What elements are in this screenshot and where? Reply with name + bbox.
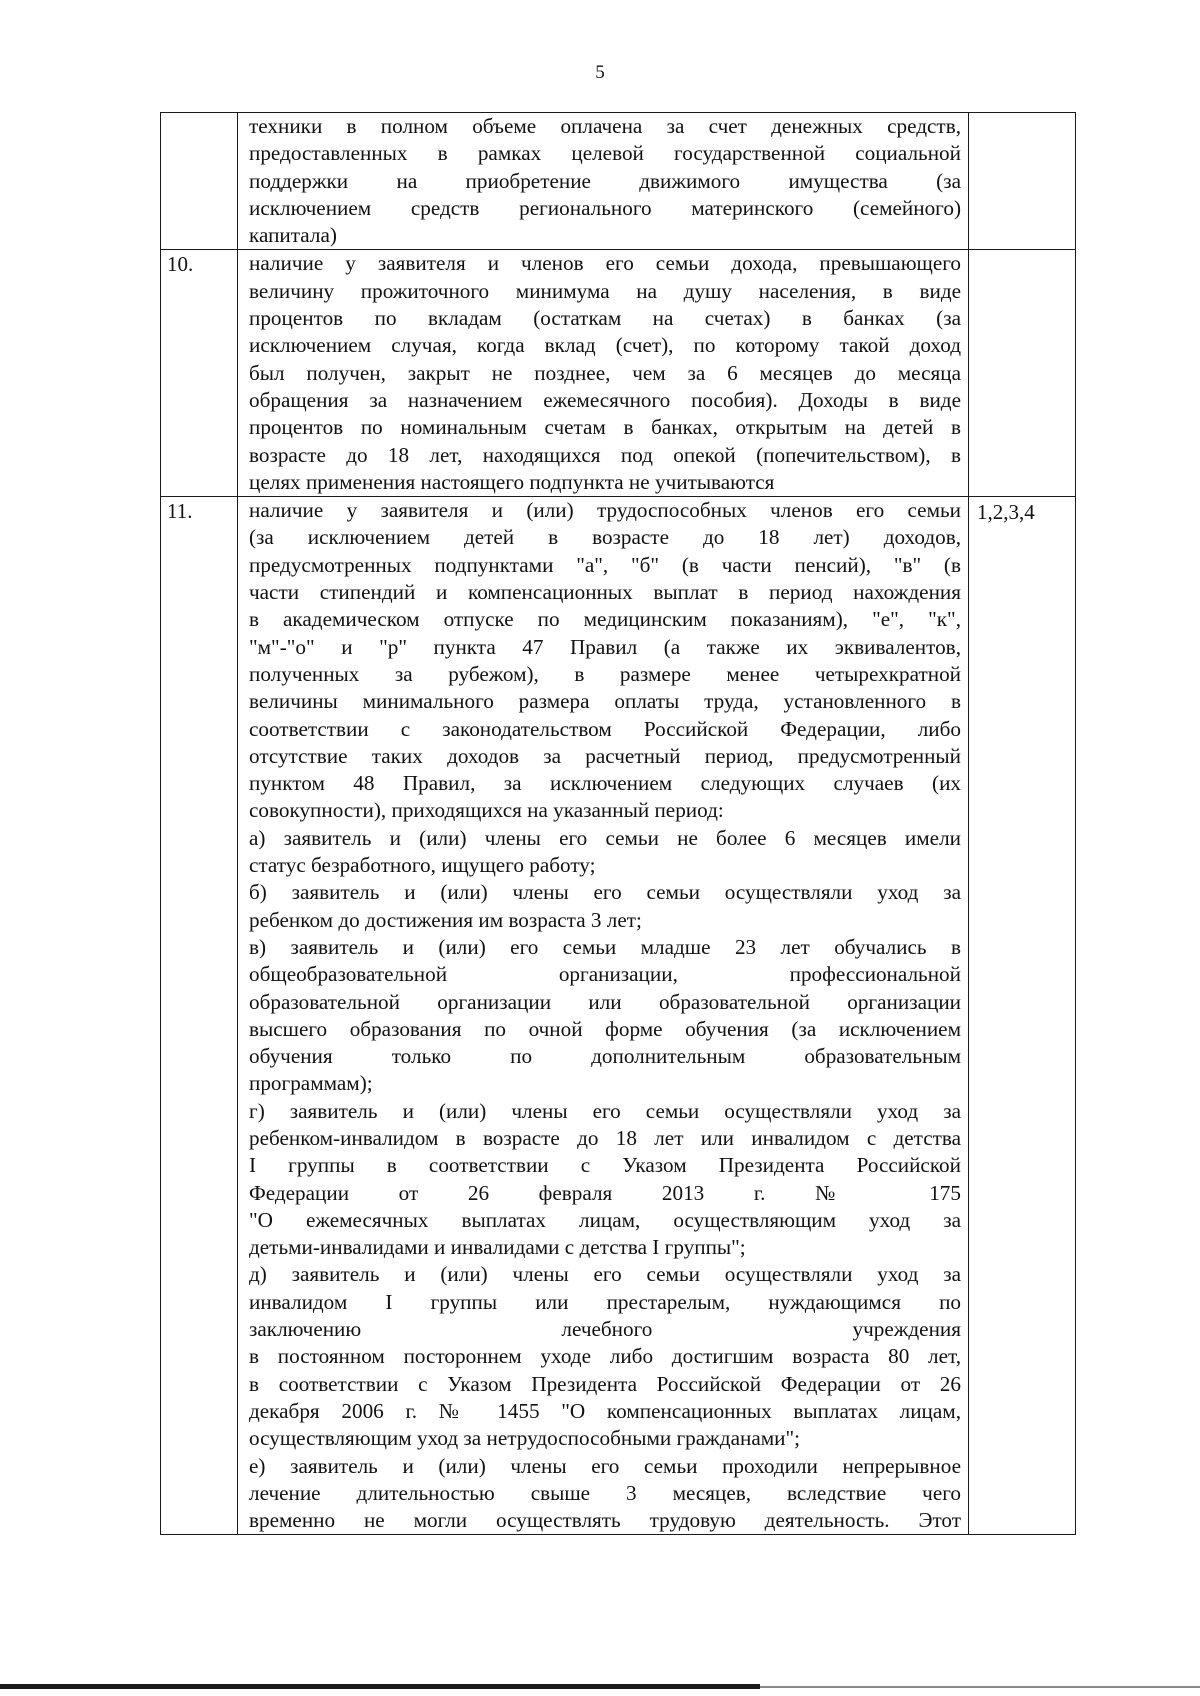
text-line: исключением средств регионального материнского (семейного): [249, 195, 961, 220]
row-text-cell: [238, 113, 969, 250]
text-line: б) заявитель и (или) члены его семьи осуществляли уход за: [249, 880, 961, 905]
row-number-cell: 10.: [161, 250, 238, 497]
text-line: общеобразовательной организации, профессиональной: [249, 962, 961, 987]
text-line: поддержки на приобретение движимого имущества (за: [249, 168, 961, 193]
text-line: "О ежемесячных выплатах лицам, осуществляющим уход за: [249, 1207, 961, 1232]
text-line: временно не могли осуществлять трудовую деятельность. Этот: [249, 1508, 961, 1533]
text-line: наличие у заявителя и членов его семьи дохода, превышающего: [249, 251, 961, 276]
row-number-cell: [161, 113, 238, 250]
text-line: инвалидом I группы или престарелым, нуждающимся по: [249, 1289, 961, 1314]
text-line: исключением случая, когда вклад (счет), по которому такой доход: [249, 333, 961, 358]
bottom-scan-border: [0, 1684, 760, 1689]
table-row: [161, 250, 1076, 497]
text-line: в академическом отпуске по медицинским показаниям), "е", "к",: [249, 607, 961, 632]
text-line: наличие у заявителя и (или) трудоспособных членов его семьи: [249, 498, 961, 523]
bottom-scan-border-thin: [760, 1686, 1200, 1688]
text-line: соответствии с законодательством Российской Федерации, либо: [249, 716, 961, 741]
row-number-cell: 11.: [161, 497, 238, 1535]
text-line: г) заявитель и (или) члены его семьи осуществляли уход за: [249, 1098, 961, 1123]
text-line: полученных за рубежом), в размере менее четырехкратной: [249, 661, 961, 686]
text-line: процентов по вкладам (остаткам на счетах) в банках (за: [249, 306, 961, 331]
text-line: заключению лечебного учреждения: [249, 1317, 961, 1342]
table-body: [161, 113, 1076, 1535]
text-line: в соответствии с Указом Президента Российской Федерации от 26: [249, 1371, 961, 1396]
text-line: статус безработного, ищущего работу;: [249, 853, 596, 878]
text-line: программам);: [249, 1071, 373, 1096]
text-line: д) заявитель и (или) члены его семьи осуществляли уход за: [249, 1262, 961, 1287]
text-line: процентов по номинальным счетам в банках, открытым на детей в: [249, 415, 961, 440]
text-line: образовательной организации или образовательной организации: [249, 989, 961, 1014]
text-line: был получен, закрыт не позднее, чем за 6 месяцев до месяца: [249, 360, 961, 385]
text-line: отсутствие таких доходов за расчетный период, предусмотренный: [249, 743, 961, 768]
text-line: ребенком-инвалидом в возрасте до 18 лет или инвалидом с детства: [249, 1125, 961, 1150]
text-line: возрасте до 18 лет, находящихся под опекой (попечительством), в: [249, 442, 961, 467]
text-line: техники в полном объеме оплачена за счет денежных средств,: [249, 114, 961, 138]
row-reference-cell: [969, 113, 1076, 250]
text-line: декабря 2006 г. № 1455 "О компенсационных выплатах лицам,: [249, 1398, 961, 1423]
text-line: в постоянном постороннем уходе либо достигшим возраста 80 лет,: [249, 1344, 961, 1369]
text-line: величины минимального размера оплаты труда, установленного в: [249, 689, 961, 714]
text-line: целях применения настоящего подпункта не учитываются: [249, 469, 775, 494]
page-number: 5: [595, 62, 605, 83]
row-text-cell: [238, 497, 969, 1535]
text-line: (за исключением детей в возрасте до 18 лет) доходов,: [249, 525, 961, 550]
text-line: ребенком до достижения им возраста 3 лет;: [249, 907, 642, 932]
text-line: I группы в соответствии с Указом Президента Российской: [249, 1153, 961, 1178]
text-line: обучения только по дополнительным образовательным: [249, 1044, 961, 1069]
text-line: величину прожиточного минимума на душу населения, в виде: [249, 278, 961, 303]
text-line: обращения за назначением ежемесячного пособия). Доходы в виде: [249, 387, 961, 412]
text-line: высшего образования по очной форме обучения (за исключением: [249, 1016, 961, 1041]
text-line: капитала): [249, 223, 337, 248]
text-line: осуществляющим уход за нетрудоспособными гражданами";: [249, 1426, 801, 1451]
text-line: "м"-"о" и "р" пункта 47 Правил (а также их эквивалентов,: [249, 634, 961, 659]
text-line: пунктом 48 Правил, за исключением следующих случаев (их: [249, 771, 961, 796]
table-row: [161, 113, 1076, 250]
document-table: [160, 112, 1076, 1535]
row-reference-cell: [969, 250, 1076, 497]
text-line: детьми-инвалидами и инвалидами с детства I группы";: [249, 1235, 746, 1260]
text-line: Федерации от 26 февраля 2013 г. № 175: [249, 1180, 961, 1205]
text-line: лечение длительностью свыше 3 месяцев, вследствие чего: [249, 1480, 961, 1505]
text-line: предоставленных в рамках целевой государственной социальной: [249, 141, 961, 166]
text-line: е) заявитель и (или) члены его семьи проходили непрерывное: [249, 1453, 961, 1478]
text-line: совокупности), приходящихся на указанный период:: [249, 798, 724, 823]
row-reference-cell: 1,2,3,4: [969, 497, 1076, 1535]
text-line: предусмотренных подпунктами "а", "б" (в части пенсий), "в" (в: [249, 552, 961, 577]
table-row: [161, 497, 1076, 1535]
row-text-cell: [238, 250, 969, 497]
text-line: в) заявитель и (или) его семьи младше 23 лет обучались в: [249, 934, 961, 959]
text-line: а) заявитель и (или) члены его семьи не более 6 месяцев имели: [249, 825, 961, 850]
text-line: части стипендий и компенсационных выплат в период нахождения: [249, 580, 961, 605]
